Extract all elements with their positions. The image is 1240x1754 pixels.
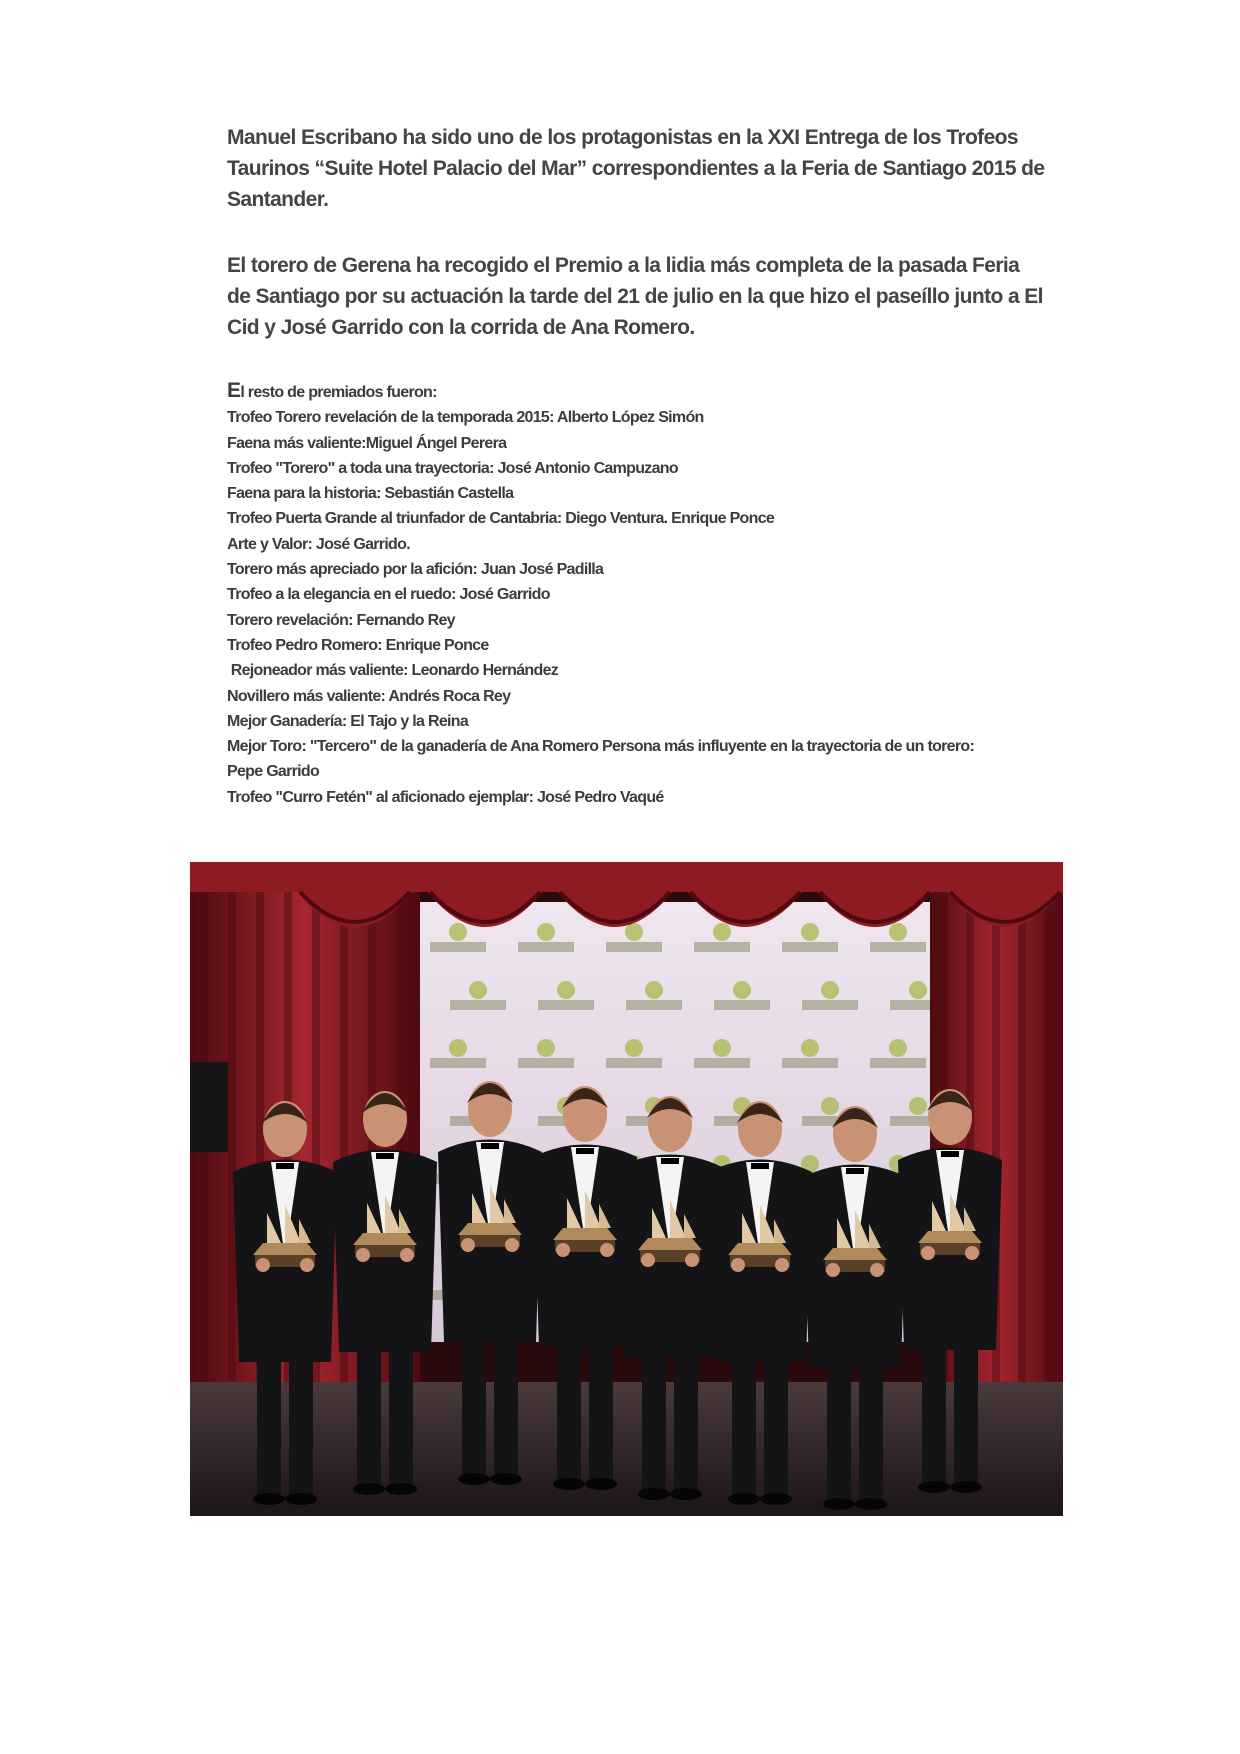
bow-tie-icon — [276, 1163, 294, 1169]
trophy-hull — [553, 1228, 617, 1240]
logo-wordmark — [870, 942, 926, 952]
person-shoe — [823, 1498, 855, 1510]
person-shoe — [585, 1478, 617, 1490]
person-hand — [826, 1263, 840, 1277]
person-leg — [289, 1347, 313, 1497]
logo-wordmark — [518, 1058, 574, 1068]
logo-sun-icon — [537, 923, 555, 941]
person-shoe — [918, 1481, 950, 1493]
person-hand — [400, 1248, 414, 1262]
person-hand — [461, 1238, 475, 1252]
logo-wordmark — [430, 1058, 486, 1068]
logo-wordmark — [538, 1000, 594, 1010]
person-leg — [389, 1337, 413, 1487]
logo-wordmark — [694, 942, 750, 952]
person-hand — [965, 1246, 979, 1260]
awards-list-intro-initial: E — [227, 379, 241, 402]
award-item: Arte y Valor: José Garrido. — [227, 535, 410, 553]
person-leg — [827, 1352, 851, 1502]
awards-list — [227, 378, 1027, 810]
person-leg — [462, 1327, 486, 1477]
logo-wordmark — [450, 1000, 506, 1010]
award-item: Faena más valiente:Miguel Ángel Perera — [227, 434, 507, 452]
trophy-hull — [353, 1233, 417, 1245]
person-hand — [731, 1258, 745, 1272]
logo-wordmark — [606, 1058, 662, 1068]
person-hand — [556, 1243, 570, 1257]
trophy-hull — [728, 1243, 792, 1255]
person-hand — [600, 1243, 614, 1257]
logo-wordmark — [606, 942, 662, 952]
person-leg — [859, 1352, 883, 1502]
logo-wordmark — [626, 1000, 682, 1010]
bow-tie-icon — [376, 1153, 394, 1159]
person-leg — [954, 1335, 978, 1485]
person-shoe — [638, 1488, 670, 1500]
logo-wordmark — [518, 942, 574, 952]
awards-list-intro — [227, 378, 1027, 405]
person-shoe — [728, 1493, 760, 1505]
intro-paragraph: Manuel Escribano ha sido uno de los protagonistas en la XXI Entrega de los Trofeos Taurinos “Suite Hotel Palacio del Mar” correspondientes a la Feria de Santiago 2015 de Santander. — [227, 126, 1045, 211]
award-item: Trofeo "Curro Fetén" al aficionado ejemplar: José Pedro Vaqué — [227, 788, 664, 806]
logo-sun-icon — [889, 923, 907, 941]
person-leg — [257, 1347, 281, 1497]
award-item: Trofeo "Torero" a toda una trayectoria: José Antonio Campuzano — [227, 459, 678, 477]
person-leg — [642, 1342, 666, 1492]
logo-wordmark — [430, 942, 486, 952]
ceremony-photo-illustration — [190, 862, 1063, 1516]
logo-wordmark — [802, 1000, 858, 1010]
logo-sun-icon — [537, 1039, 555, 1057]
awards-ceremony-photo — [190, 862, 1063, 1516]
award-item: Trofeo Torero revelación de la temporada 2015: Alberto López Simón — [227, 409, 704, 427]
award-item: Torero más apreciado por la afición: Juan José Padilla — [227, 561, 604, 579]
person-shoe — [855, 1498, 887, 1510]
logo-sun-icon — [469, 981, 487, 999]
person-hand — [256, 1258, 270, 1272]
trophy-hull — [638, 1238, 702, 1250]
person-shoe — [253, 1493, 285, 1505]
bow-tie-icon — [576, 1148, 594, 1154]
logo-sun-icon — [889, 1039, 907, 1057]
logo-sun-icon — [625, 923, 643, 941]
logo-sun-icon — [821, 1097, 839, 1115]
person-shoe — [553, 1478, 585, 1490]
person-hand — [300, 1258, 314, 1272]
person-hand — [356, 1248, 370, 1262]
person-hand — [870, 1263, 884, 1277]
logo-sun-icon — [733, 981, 751, 999]
logo-sun-icon — [821, 981, 839, 999]
logo-sun-icon — [909, 1097, 927, 1115]
person-hand — [685, 1253, 699, 1267]
award-item: Trofeo a la elegancia en el ruedo: José Garrido — [227, 586, 550, 604]
award-paragraph: El torero de Gerena ha recogido el Premio a la lidia más completa de la pasada Feria de Santiago por su actuación la tarde del 21 de julio en la que hizo el paseíllo junto a El Cid y José Garrido con la corrida de Ana Romero. — [227, 254, 1043, 339]
person-shoe — [490, 1473, 522, 1485]
award-item: Novillero más valiente: Andrés Roca Rey — [227, 687, 511, 705]
person-shoe — [385, 1483, 417, 1495]
person-hand — [775, 1258, 789, 1272]
award-item: Trofeo Pedro Romero: Enrique Ponce — [227, 636, 489, 654]
awards-list-intro-text: l resto de premiados fueron: — [240, 384, 437, 401]
logo-sun-icon — [713, 923, 731, 941]
logo-wordmark — [782, 1058, 838, 1068]
logo-wordmark — [870, 1058, 926, 1068]
logo-sun-icon — [449, 923, 467, 941]
logo-wordmark — [714, 1000, 770, 1010]
person-leg — [357, 1337, 381, 1487]
trophy-hull — [253, 1243, 317, 1255]
logo-sun-icon — [713, 1039, 731, 1057]
logo-sun-icon — [557, 981, 575, 999]
person-leg — [494, 1327, 518, 1477]
person-hand — [505, 1238, 519, 1252]
person-shoe — [458, 1473, 490, 1485]
award-item: Trofeo Puerta Grande al triunfador de Cantabria: Diego Ventura. Enrique Ponce — [227, 510, 775, 528]
logo-sun-icon — [625, 1039, 643, 1057]
bow-tie-icon — [846, 1168, 864, 1174]
person-shoe — [285, 1493, 317, 1505]
person-leg — [922, 1335, 946, 1485]
person-hand — [921, 1246, 935, 1260]
person-hand — [641, 1253, 655, 1267]
person-leg — [557, 1332, 581, 1482]
bow-tie-icon — [661, 1158, 679, 1164]
award-item: Torero revelación: Fernando Rey — [227, 611, 455, 629]
person-shoe — [950, 1481, 982, 1493]
person-leg — [732, 1347, 756, 1497]
award-item: Faena para la historia: Sebastián Castella — [227, 485, 514, 503]
logo-sun-icon — [801, 1039, 819, 1057]
person-leg — [589, 1332, 613, 1482]
person-shoe — [353, 1483, 385, 1495]
logo-sun-icon — [909, 981, 927, 999]
trophy-hull — [918, 1231, 982, 1243]
award-item: Mejor Toro: "Tercero" de la ganadería de Ana Romero Persona más influyente en la trayectoria de un torero: Pepe Garrido — [227, 738, 975, 781]
person-leg — [674, 1342, 698, 1492]
logo-sun-icon — [801, 923, 819, 941]
bow-tie-icon — [481, 1143, 499, 1149]
person-shoe — [670, 1488, 702, 1500]
trophy-hull — [458, 1223, 522, 1235]
logo-wordmark — [694, 1058, 750, 1068]
logo-sun-icon — [645, 981, 663, 999]
logo-wordmark — [782, 942, 838, 952]
logo-sun-icon — [449, 1039, 467, 1057]
award-item: Mejor Ganadería: El Tajo y la Reina — [227, 712, 469, 730]
award-item: Rejoneador más valiente: Leonardo Hernández — [227, 662, 559, 680]
bow-tie-icon — [751, 1163, 769, 1169]
bow-tie-icon — [941, 1151, 959, 1157]
person-leg — [764, 1347, 788, 1497]
trophy-hull — [823, 1248, 887, 1260]
person-shoe — [760, 1493, 792, 1505]
speaker — [190, 1062, 228, 1152]
